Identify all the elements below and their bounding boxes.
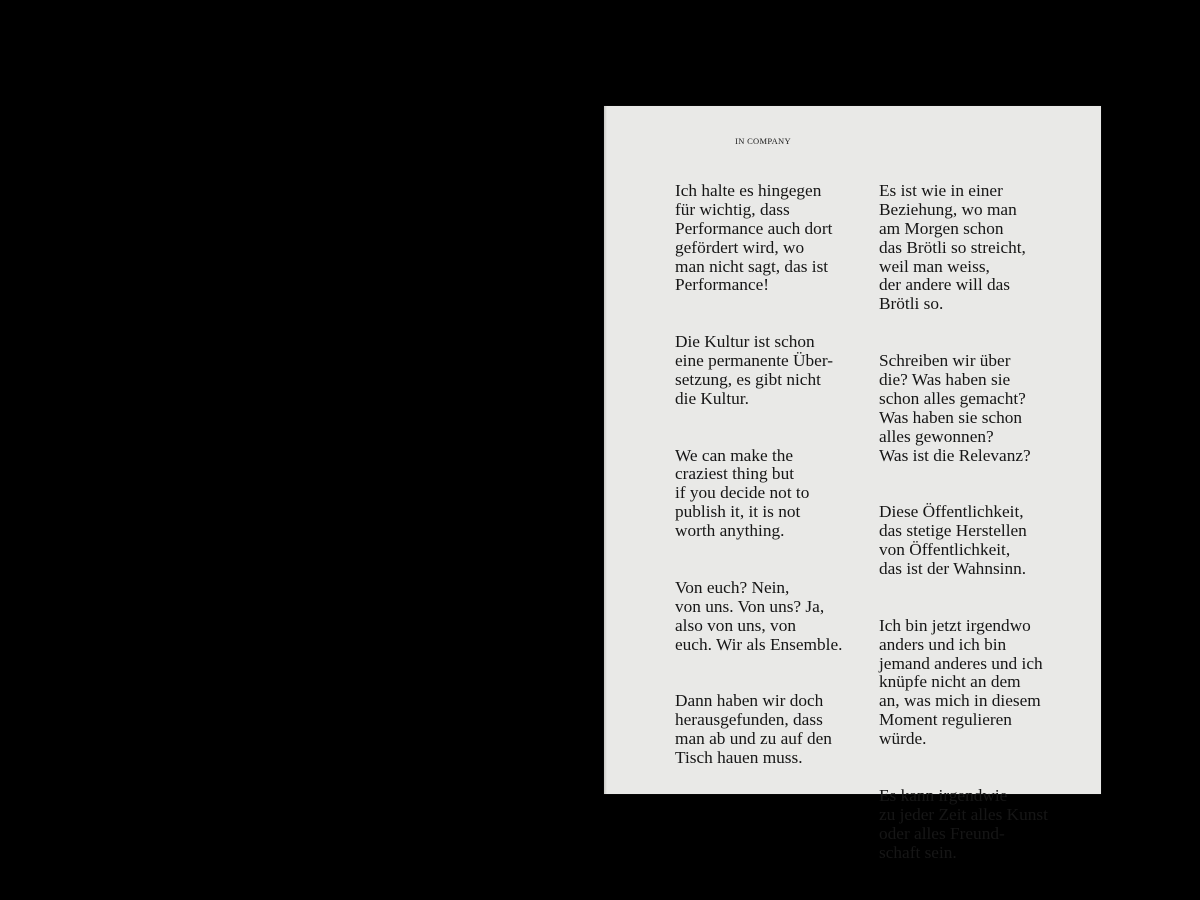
paragraph: We can make the craziest thing but if you decide not to publish it, it is not worth anything.	[675, 445, 810, 541]
text-column-left	[675, 163, 875, 787]
printed-page	[604, 106, 1101, 862]
paragraph: Diese Öffentlichkeit, das stetige Herstellen von Öffentlichkeit, das ist der Wahnsinn.	[879, 502, 1027, 578]
paragraph: Dann haben wir doch herausgefunden, dass man ab und zu auf den Tisch hauen muss.	[675, 691, 832, 768]
paragraph: Die Kultur ist schon eine permanente Über- setzung, es gibt nicht die Kultur.	[675, 332, 833, 408]
paragraph: Es kann irgendwie zu jeder Zeit alles Kunst oder alles Freund- schaft sein.	[879, 785, 1048, 862]
paragraph: Ich halte es hingegen für wichtig, dass Performance auch dort gefördert wird, wo man nicht sagt, das ist Performance!	[675, 180, 833, 295]
paragraph: Von euch? Nein, von uns. Von uns? Ja, also von uns, von euch. Wir als Ensemble.	[675, 577, 843, 654]
text-column-right	[879, 163, 1089, 881]
paragraph: Schreiben wir über die? Was haben sie schon alles gemacht? Was haben sie schon alles gewonnen? Was ist die Relevanz?	[879, 351, 1031, 465]
paragraph: Ich bin jetzt irgendwo anders und ich bin jemand anderes und ich knüpfe nicht an dem an, was mich in diesem Moment regulieren würde.	[879, 615, 1043, 749]
paragraph: Es ist wie in einer Beziehung, wo man am Morgen schon das Brötli so streicht, weil man weiss, der andere will das Brötli so.	[879, 180, 1026, 314]
running-head: IN COMPANY	[735, 136, 791, 146]
